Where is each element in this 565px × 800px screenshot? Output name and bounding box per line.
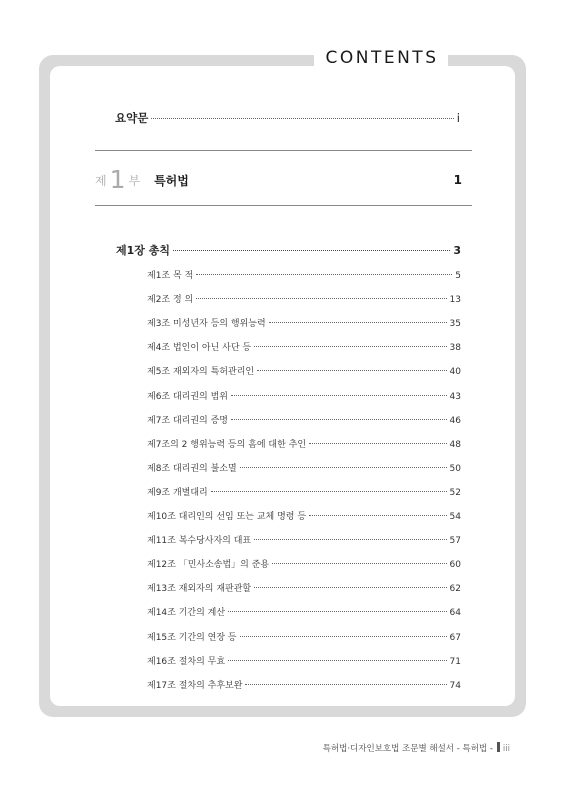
toc-entry-page: 43: [449, 391, 461, 402]
toc-entry-label: 제11조 복수당사자의 대표: [147, 536, 252, 547]
toc-entry-article[interactable]: [147, 485, 461, 499]
toc-entry-label: 제16조 절차의 무효: [147, 656, 226, 667]
toc-entry-label: 제17조 절차의 추후보완: [147, 680, 243, 691]
part-heading[interactable]: [95, 164, 472, 196]
toc-entry-page: 67: [449, 632, 461, 643]
toc-entry-page: 13: [449, 295, 461, 306]
leader-dots: [257, 370, 446, 371]
toc-entry-page: 74: [449, 680, 461, 691]
toc-entry-page: 62: [449, 584, 461, 595]
toc-entry-article[interactable]: [147, 413, 461, 427]
toc-entry-label: 제14조 기간의 계산: [147, 608, 226, 619]
toc-entry-page: 57: [449, 536, 461, 547]
toc-entry-label: 제4조 법인이 아닌 사단 등: [147, 343, 252, 354]
toc-entry-article[interactable]: [147, 340, 461, 354]
footer-page-number: iii: [502, 744, 510, 754]
toc-entry-page: 50: [449, 463, 461, 474]
leader-dots: [173, 250, 450, 251]
toc-entry-label: 요약문: [115, 111, 149, 125]
leader-dots: [228, 611, 447, 612]
toc-entry-article[interactable]: [147, 292, 461, 306]
toc-entry-label: 제12조 「민사소송법」의 준용: [147, 560, 270, 571]
part-title: 특허법: [154, 173, 189, 188]
toc-entry-label: 제3조 미성년자 등의 행위능력: [147, 319, 266, 330]
toc-entry-page: 71: [449, 656, 461, 667]
leader-dots: [196, 274, 452, 275]
toc-entry-page: 54: [449, 512, 461, 522]
toc-entry-label: 제7조의 2 행위능력 등의 흠에 대한 추인: [147, 439, 307, 450]
leader-dots: [254, 539, 446, 540]
toc-entry-label: 제8조 대리권의 불소멸: [147, 463, 237, 474]
toc-entry-article[interactable]: [147, 581, 461, 595]
toc-entry-article[interactable]: [147, 678, 461, 692]
footer-text: 특허법·디자인보호법 조문별 해설서 - 특허법 -: [322, 744, 493, 754]
toc-entry-label: 제10조 대리인의 선임 또는 교체 명령 등: [147, 512, 307, 522]
toc-entry-article[interactable]: [147, 533, 461, 547]
toc-entry-page: 3: [453, 244, 461, 257]
toc-entry-label: 제6조 대리권의 범위: [147, 391, 229, 402]
leader-dots: [254, 587, 446, 588]
toc-entry-page: 46: [449, 415, 461, 426]
toc-entry-article[interactable]: [147, 654, 461, 668]
leader-dots: [228, 660, 447, 661]
toc-entry-article[interactable]: [147, 389, 461, 403]
toc-entry-page: 38: [449, 343, 461, 354]
toc-entry-article[interactable]: [147, 557, 461, 571]
leader-dots: [211, 491, 447, 492]
toc-entry-page: 52: [449, 487, 461, 498]
leader-dots: [245, 684, 446, 685]
toc-entry-article[interactable]: [147, 437, 461, 451]
leader-dots: [231, 419, 447, 420]
footer-bar: [497, 742, 500, 752]
leader-dots: [269, 322, 447, 323]
leader-dots: [231, 395, 447, 396]
toc-entry-article[interactable]: [147, 316, 461, 330]
toc-entry-label: 제5조 재외자의 특허관리인: [147, 367, 255, 378]
toc-entry-article[interactable]: [147, 605, 461, 619]
toc-entry-page: 40: [449, 367, 461, 378]
toc-entry-label: 제15조 기간의 연장 등: [147, 632, 237, 643]
divider-bottom: [95, 205, 472, 206]
leader-dots: [151, 118, 453, 119]
toc-entry-page: 48: [449, 439, 461, 450]
toc-entry-article[interactable]: [147, 461, 461, 475]
toc-entry-article[interactable]: [147, 268, 461, 282]
contents-title: CONTENTS: [325, 48, 439, 68]
toc-entry-summary[interactable]: [115, 110, 460, 126]
toc-entry-label: 제1조 목 적: [147, 271, 194, 281]
toc-entry-label: 제13조 재외자의 재판관할: [147, 584, 252, 595]
toc-entry-article[interactable]: [147, 364, 461, 378]
leader-dots: [309, 443, 447, 444]
toc-entry-page: 5: [455, 271, 461, 281]
toc-entry-label: 제2조 정 의: [147, 295, 194, 306]
toc-entry-page: 60: [449, 560, 461, 571]
toc-entry-article[interactable]: [147, 509, 461, 523]
part-suffix: 부: [128, 173, 141, 188]
page-footer: [300, 742, 510, 756]
toc-entry-label: 제9조 개별대리: [147, 487, 208, 498]
divider-top: [95, 150, 472, 151]
toc-entry-label: 제1장 총칙: [116, 244, 170, 257]
part-number: 1: [109, 165, 126, 194]
part-prefix: 제: [95, 173, 107, 188]
leader-dots: [240, 636, 447, 637]
leader-dots: [309, 515, 447, 516]
toc-entry-page: i: [456, 111, 460, 125]
leader-dots: [196, 298, 446, 299]
toc-entry-article[interactable]: [147, 630, 461, 644]
part-page: 1: [453, 173, 462, 187]
leader-dots: [272, 563, 446, 564]
toc-entry-chapter[interactable]: [116, 242, 461, 258]
leader-dots: [240, 467, 447, 468]
toc-entry-page: 35: [449, 319, 461, 330]
leader-dots: [254, 346, 446, 347]
toc-entry-page: 64: [449, 608, 461, 619]
toc-entry-label: 제7조 대리권의 증명: [147, 415, 229, 426]
